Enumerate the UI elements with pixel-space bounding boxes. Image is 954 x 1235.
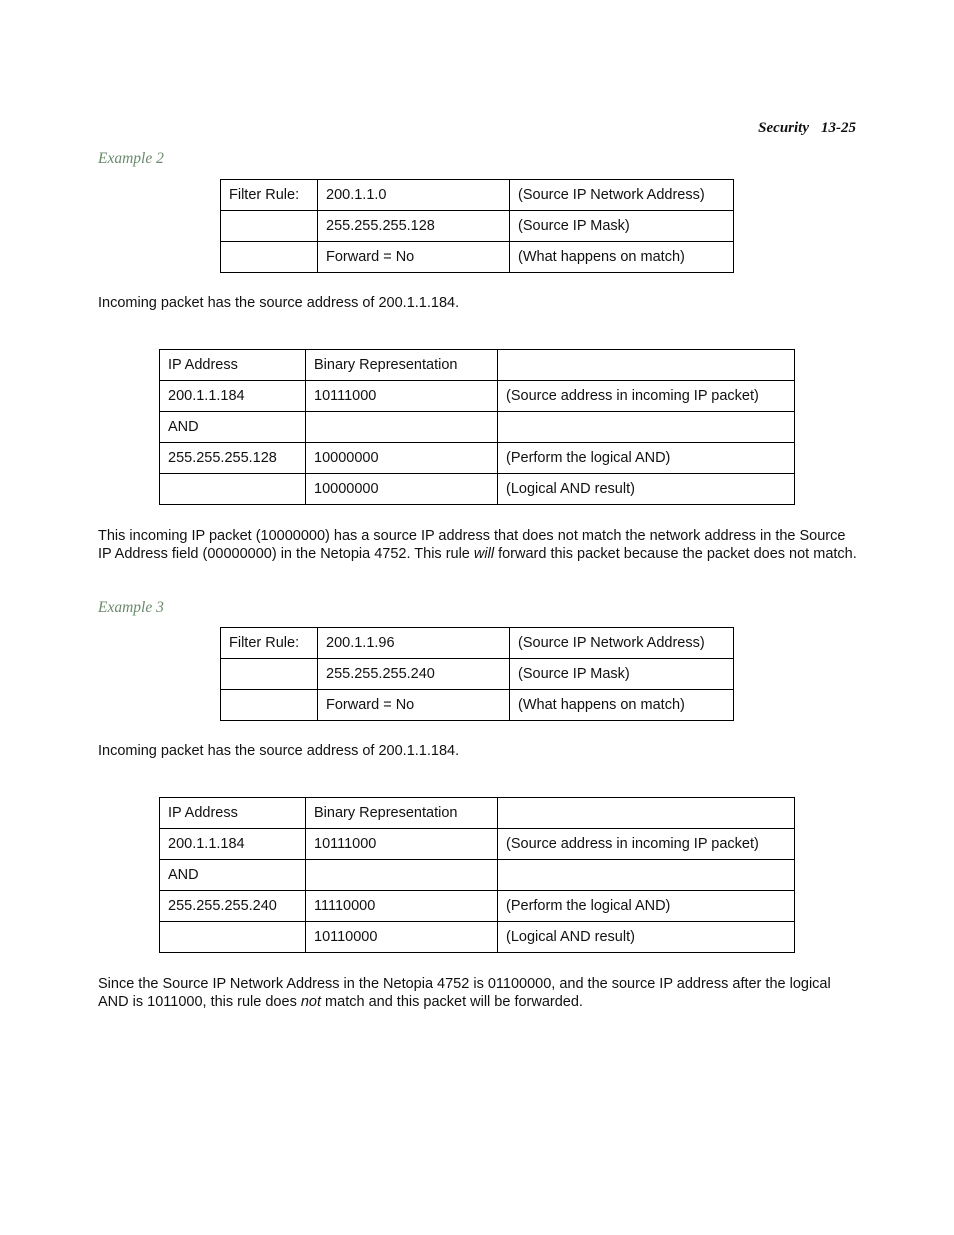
example-2-rule-table	[220, 179, 734, 273]
conclusion-emphasis: will	[473, 546, 495, 562]
example-2-incoming-text: Incoming packet has the source address of 200.1.1.184.	[98, 295, 460, 311]
table-cell: Binary Representation	[306, 350, 498, 381]
example-3-conclusion	[98, 975, 858, 1011]
conclusion-text-end: match and this packet will be forwarded.	[321, 994, 583, 1010]
table-cell: 255.255.255.128	[160, 443, 306, 474]
table-cell: 10110000	[306, 922, 498, 953]
table-cell	[221, 690, 318, 721]
table-cell	[160, 922, 306, 953]
conclusion-text: This incoming IP packet (10000000) has a source IP address that does not match the network address in the Source IP Address field (00000000) in the Netopia 4752. This rule	[98, 528, 846, 562]
table-row	[221, 242, 734, 273]
table-cell: 200.1.1.96	[318, 628, 510, 659]
table-cell: Filter Rule:	[221, 628, 318, 659]
table-row	[221, 180, 734, 211]
table-cell: 10111000	[306, 829, 498, 860]
table-cell	[498, 860, 795, 891]
table-cell: Forward = No	[318, 242, 510, 273]
example-3-incoming-text: Incoming packet has the source address of 200.1.1.184.	[98, 743, 460, 759]
table-cell: 200.1.1.184	[160, 381, 306, 412]
table-cell: 10111000	[306, 381, 498, 412]
table-row	[160, 891, 795, 922]
table-cell: 255.255.255.240	[160, 891, 306, 922]
table-cell: (Source IP Network Address)	[510, 628, 734, 659]
table-row	[160, 381, 795, 412]
table-row	[221, 659, 734, 690]
table-cell: 200.1.1.0	[318, 180, 510, 211]
table-row	[160, 412, 795, 443]
table-cell: (Source IP Network Address)	[510, 180, 734, 211]
page-number: 13-25	[821, 120, 856, 136]
example-3-rule-table	[220, 627, 734, 721]
table-cell: (Source address in incoming IP packet)	[498, 829, 795, 860]
table-cell: IP Address	[160, 350, 306, 381]
table-cell: (Source IP Mask)	[510, 659, 734, 690]
table-row	[221, 690, 734, 721]
table-cell: AND	[160, 860, 306, 891]
table-cell: AND	[160, 412, 306, 443]
table-cell: (Source IP Mask)	[510, 211, 734, 242]
conclusion-text: Since the Source IP Network Address in the Netopia 4752 is 01100000, and the source IP address after the logical AND is 1011000, this rule does	[98, 976, 831, 1010]
table-cell	[306, 860, 498, 891]
table-row	[160, 860, 795, 891]
table-cell: (What happens on match)	[510, 690, 734, 721]
table-row	[160, 474, 795, 505]
table-cell: IP Address	[160, 798, 306, 829]
section-title: Security	[758, 120, 809, 136]
table-cell: Filter Rule:	[221, 180, 318, 211]
table-cell: (What happens on match)	[510, 242, 734, 273]
table-cell: Forward = No	[318, 690, 510, 721]
example-2-conclusion	[98, 527, 858, 563]
conclusion-text-end: forward this packet because the packet does not match.	[494, 546, 857, 562]
table-cell	[306, 412, 498, 443]
table-cell: Binary Representation	[306, 798, 498, 829]
table-cell	[221, 242, 318, 273]
table-cell: (Perform the logical AND)	[498, 891, 795, 922]
table-cell	[498, 412, 795, 443]
table-row	[160, 350, 795, 381]
table-cell: 10000000	[306, 474, 498, 505]
table-cell	[498, 350, 795, 381]
table-cell: (Source address in incoming IP packet)	[498, 381, 795, 412]
example-3-calc-table	[159, 797, 795, 953]
table-cell: (Logical AND result)	[498, 922, 795, 953]
table-row	[221, 211, 734, 242]
table-row	[160, 798, 795, 829]
table-cell: (Perform the logical AND)	[498, 443, 795, 474]
table-cell: 10000000	[306, 443, 498, 474]
example-2-heading: Example 2	[98, 150, 164, 167]
table-cell	[498, 798, 795, 829]
example-3-heading: Example 3	[98, 599, 164, 616]
table-cell: (Logical AND result)	[498, 474, 795, 505]
table-row	[221, 628, 734, 659]
table-cell: 255.255.255.128	[318, 211, 510, 242]
table-row	[160, 443, 795, 474]
table-row	[160, 829, 795, 860]
table-cell: 200.1.1.184	[160, 829, 306, 860]
table-cell	[221, 659, 318, 690]
table-row	[160, 922, 795, 953]
conclusion-emphasis: not	[300, 994, 322, 1010]
table-cell: 255.255.255.240	[318, 659, 510, 690]
table-cell	[221, 211, 318, 242]
table-cell	[160, 474, 306, 505]
table-cell: 11110000	[306, 891, 498, 922]
example-2-calc-table	[159, 349, 795, 505]
page-header	[758, 120, 856, 137]
